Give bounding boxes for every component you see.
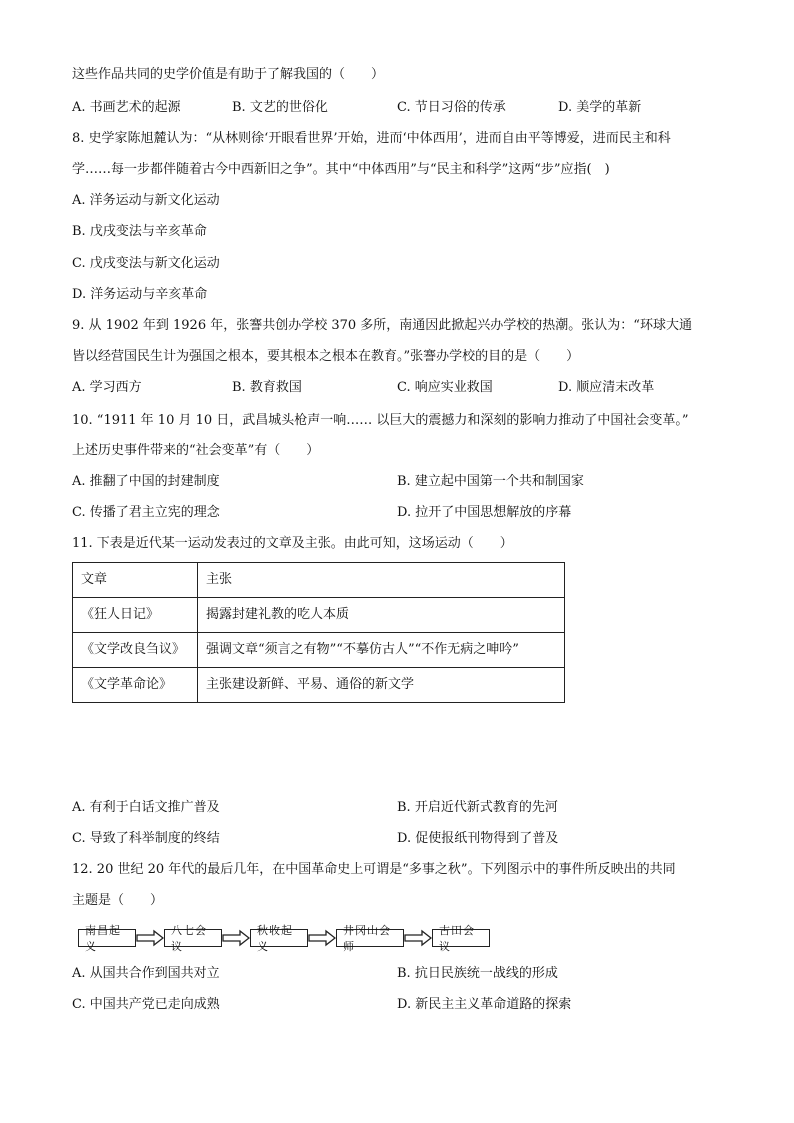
q8-option-c: C. 戊戌变法与新文化运动 [72, 256, 220, 271]
q11-table [72, 562, 565, 703]
table-cell: 主张建设新鲜、平易、通俗的新文学 [198, 668, 565, 703]
q11-option-a: A. 有利于白话文推广普及 [72, 800, 220, 815]
q9-stem-line1: 9. 从 1902 年到 1926 年，张謇共创办学校 370 多所，南通因此掀起兴办学校的热潮。张认为：“环球大通 [72, 318, 692, 333]
q9-option-a: A. 学习西方 [72, 380, 142, 395]
q8-stem-line1: 8. 史学家陈旭麓认为：“从林则徐‘开眼看世界’开始，进而‘中体西用’，进而自由平等博爱，进而民主和科 [72, 131, 671, 146]
q9-option-b: B. 教育救国 [232, 380, 302, 395]
q12-stem-line2: 主题是（ ） [72, 893, 164, 908]
q10-option-b: B. 建立起中国第一个共和制国家 [397, 474, 584, 489]
arrow-right-icon [308, 927, 336, 949]
q9-option-c: C. 响应实业救国 [397, 380, 493, 395]
q8-option-d: D. 洋务运动与辛亥革命 [72, 287, 208, 302]
table-row [73, 633, 565, 668]
q8-stem-line2: 学……每一步都伴随着古今中西新旧之争”。其中“中体西用”与“民主和科学”这两“步”应指( ) [72, 162, 610, 177]
flow-box: 秋收起义 [250, 929, 308, 947]
flow-box: 井冈山会师 [336, 929, 404, 947]
q10-stem-line2: 上述历史事件带来的“社会变革”有（ ） [72, 443, 320, 458]
table-cell: 《狂人日记》 [73, 598, 198, 633]
table-cell: 《文学改良刍议》 [73, 633, 198, 668]
q7-option-c: C. 节日习俗的传承 [397, 100, 506, 115]
table-cell: 强调文章“须言之有物”“不摹仿古人”“不作无病之呻吟” [198, 633, 565, 668]
arrow-right-icon [404, 927, 432, 949]
q11-option-b: B. 开启近代新式教育的先河 [397, 800, 558, 815]
table-row [73, 598, 565, 633]
table-header-cell: 文章 [73, 563, 198, 598]
q10-option-d: D. 拉开了中国思想解放的序幕 [397, 505, 572, 520]
table-row [73, 668, 565, 703]
q8-option-b: B. 戊戌变法与辛亥革命 [72, 224, 207, 239]
arrow-right-icon [222, 927, 250, 949]
q12-option-d: D. 新民主主义革命道路的探索 [397, 997, 572, 1012]
q7-option-d: D. 美学的革新 [558, 100, 642, 115]
q10-stem-line1: 10. “1911 年 10 月 10 日，武昌城头枪声一响…… 以巨大的震撼力和深刻的影响力推动了中国社会变革。” [72, 413, 689, 428]
q7-stem: 这些作品共同的史学价值是有助于了解我国的（ ） [72, 67, 385, 82]
flow-box: 古田会议 [432, 929, 490, 947]
flow-box: 八七会议 [164, 929, 222, 947]
q9-option-d: D. 顺应清末改革 [558, 380, 655, 395]
q11-stem: 11. 下表是近代某一运动发表过的文章及主张。由此可知，这场运动（ ） [72, 536, 513, 551]
q12-stem-line1: 12. 20 世纪 20 年代的最后几年，在中国革命史上可谓是“多事之秋”。下列图示中的事件所反映出的共同 [72, 862, 676, 877]
arrow-right-icon [136, 927, 164, 949]
q11-option-c: C. 导致了科举制度的终结 [72, 831, 220, 846]
q8-option-a: A. 洋务运动与新文化运动 [72, 193, 220, 208]
q12-option-a: A. 从国共合作到国共对立 [72, 966, 220, 981]
table-header-row [73, 563, 565, 598]
q10-option-c: C. 传播了君主立宪的理念 [72, 505, 220, 520]
table-cell: 《文学革命论》 [73, 668, 198, 703]
q12-option-b: B. 抗日民族统一战线的形成 [397, 966, 558, 981]
q11-option-d: D. 促使报纸刊物得到了普及 [397, 831, 559, 846]
q10-option-a: A. 推翻了中国的封建制度 [72, 474, 220, 489]
q12-option-c: C. 中国共产党已走向成熟 [72, 997, 220, 1012]
q9-stem-line2: 皆以经营国民生计为强国之根本，要其根本之根本在教育。”张謇办学校的目的是（ ） [72, 349, 580, 364]
table-cell: 揭露封建礼教的吃人本质 [198, 598, 565, 633]
table-header-cell: 主张 [198, 563, 565, 598]
q7-option-a: A. 书画艺术的起源 [72, 100, 181, 115]
q12-event-flow [78, 924, 490, 953]
q7-option-b: B. 文艺的世俗化 [232, 100, 328, 115]
flow-box: 南昌起义 [78, 929, 136, 947]
